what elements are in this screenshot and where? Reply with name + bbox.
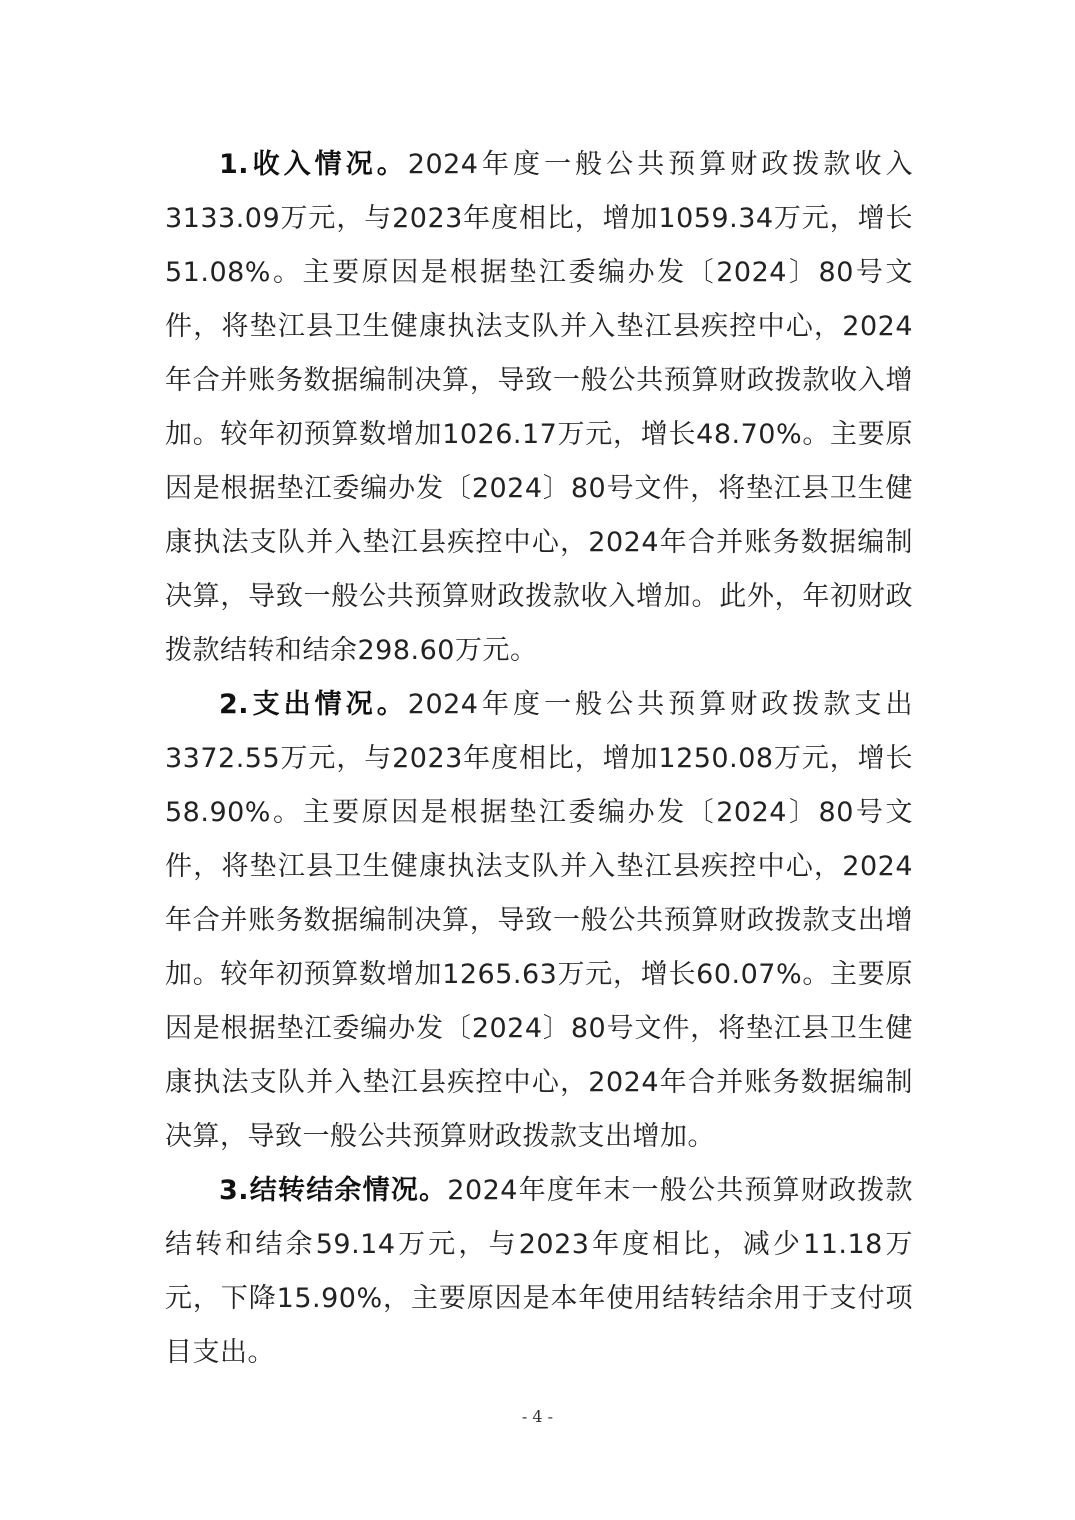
- paragraph-expenditure: [165, 678, 913, 1164]
- paragraph-income: [165, 138, 913, 678]
- paragraph-heading-carryover: 3.结转结余情况。: [219, 1175, 448, 1206]
- paragraph-carryover: [165, 1164, 913, 1380]
- paragraph-heading-expenditure: 2.支出情况。: [219, 689, 408, 720]
- paragraph-heading-income: 1.收入情况。: [219, 149, 408, 180]
- paragraph-text-income: 2024年度一般公共预算财政拨款收入3133.09万元，与2023年度相比，增加1059.34万元，增长51.08%。主要原因是根据垫江委编办发〔2024〕80号文件，将垫江县卫生健康执法支队并入垫江县疾控中心，2024年合并账务数据编制决算，导致一般公共预算财政拨款收入增加。较年初预算数增加1026.17万元，增长48.70%。主要原因是根据垫江委编办发〔2024〕80号文件，将垫江县卫生健康执法支队并入垫江县疾控中心，2024年合并账务数据编制决算，导致一般公共预算财政拨款收入增加。此外，年初财政拨款结转和结余298.60万元。: [165, 149, 913, 666]
- paragraph-text-carryover: 2024年度年末一般公共预算财政拨款结转和结余59.14万元，与2023年度相比，减少11.18万元，下降15.90%，主要原因是本年使用结转结余用于支付项目支出。: [165, 1175, 913, 1368]
- page-number: - 4 -: [521, 1407, 554, 1426]
- document-body: [165, 138, 913, 1380]
- paragraph-text-expenditure: 2024年度一般公共预算财政拨款支出3372.55万元，与2023年度相比，增加1250.08万元，增长58.90%。主要原因是根据垫江委编办发〔2024〕80号文件，将垫江县卫生健康执法支队并入垫江县疾控中心，2024年合并账务数据编制决算，导致一般公共预算财政拨款支出增加。较年初预算数增加1265.63万元，增长60.07%。主要原因是根据垫江委编办发〔2024〕80号文件，将垫江县卫生健康执法支队并入垫江县疾控中心，2024年合并账务数据编制决算，导致一般公共预算财政拨款支出增加。: [165, 689, 913, 1152]
